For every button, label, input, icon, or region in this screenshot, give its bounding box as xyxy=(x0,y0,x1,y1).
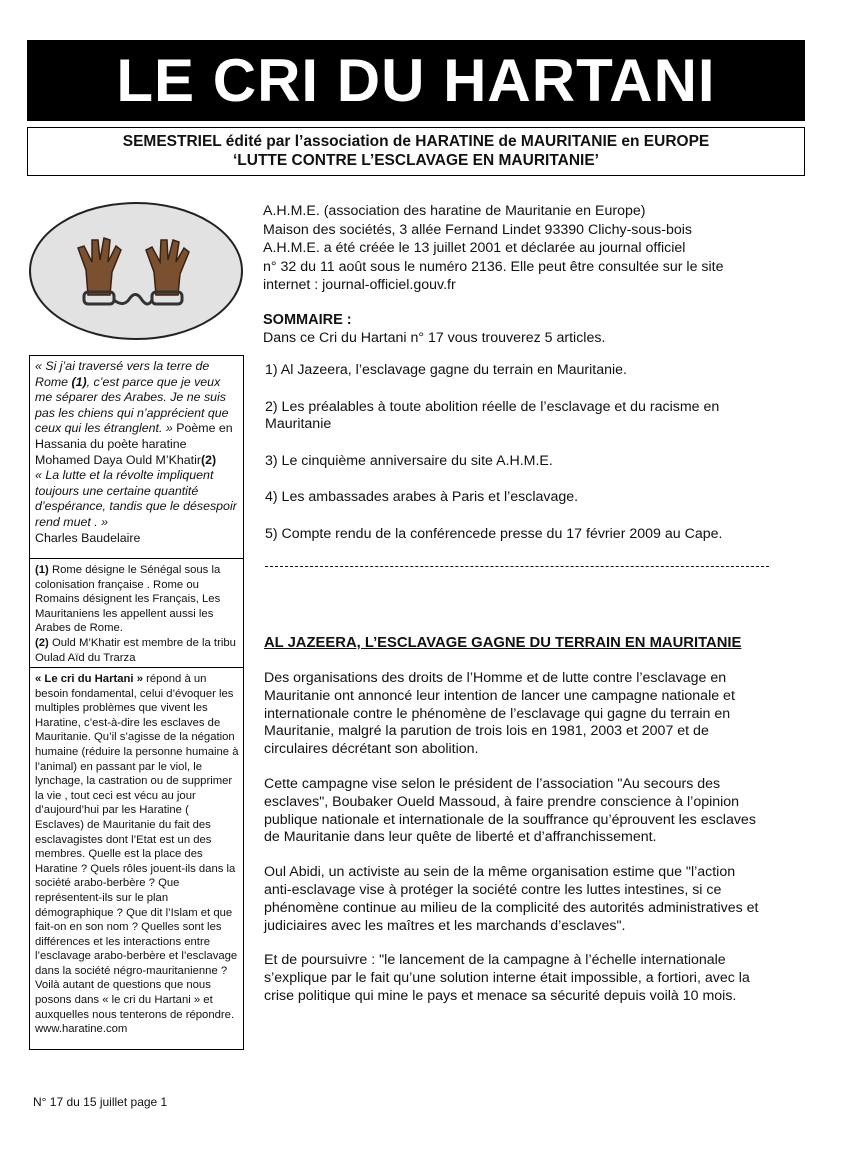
sidebar-footnotes xyxy=(35,563,240,665)
quote-1-ref: (1) xyxy=(71,374,87,389)
footnote-1-ref: (1) xyxy=(35,564,49,576)
intro-line: A.H.M.E. (association des haratine de Mauritanie en Europe) xyxy=(263,203,646,219)
masthead-title: LE CRI DU HARTANI xyxy=(116,47,716,114)
intro-line: internet : journal-officiel.gouv.fr xyxy=(263,277,456,294)
sommaire-title: SOMMAIRE : xyxy=(263,312,352,328)
sidebar-divider xyxy=(29,558,244,559)
description-title: « Le cri du Hartani » xyxy=(35,673,143,685)
subtitle-box xyxy=(27,127,805,176)
article-body xyxy=(264,670,764,1023)
sidebar-quotes xyxy=(35,359,240,546)
description-text: répond à un besoin fondamental, celui d’évoquer les multiples problèmes que vivent les Haratine, c’est-à-dire les esclaves de Mauritanie. Qu’il s’agisse de la négation humaine (réduire la personne humaine à l’animal) en passant par le viol, le lynchage, la castration ou de supprimer la vie , tout ceci est vécu au jour d’aujourd’hui par les Haratine ( Esclaves) de Mauritanie du fait des esclavagistes dont l’Etat est un des membres. Quelle est la place des Haratine ? Quels rôles jouent-ils dans la société arabo-berbère ? Que représentent-ils sur le plan démographique ? Que dit l’Islam et que fait-on en son nom ? Quelles sont les différences et les interactions entre l’esclavage arabo-berbère et l’esclavage dans la société négro-mauritanienne ? Voilà autant de questions que nous posons dans « le cri du Hartani » et auxquelles nous tenterons de répondre. xyxy=(35,673,239,1021)
website-link[interactable]: www.haratine.com xyxy=(35,1023,128,1036)
sommaire-text: Dans ce Cri du Hartani n° 17 vous trouverez 5 articles. xyxy=(263,330,606,346)
dashed-divider xyxy=(265,566,769,567)
subtitle-line-1: SEMESTRIEL édité par l’association de HARATINE de MAURITANIE en EUROPE xyxy=(122,133,710,150)
footnote-1 xyxy=(35,563,240,636)
intro-line: n° 32 du 11 août sous le numéro 2136. Elle peut être consultée sur le site xyxy=(263,258,724,275)
sidebar-description xyxy=(35,672,240,1037)
footnote-2-text: Ould M’Khatir est membre de la tribu Oulad Aïd du Trarza xyxy=(35,636,236,664)
toc-item: 5) Compte rendu de la conférencede presse du 17 février 2009 au Cape. xyxy=(265,525,723,542)
intro-block xyxy=(263,202,783,295)
page-footer: N° 17 du 15 juillet page 1 xyxy=(33,1095,168,1109)
subtitle-line-2: ‘LUTTE CONTRE L’ESCLAVAGE EN MAURITANIE’ xyxy=(233,152,599,169)
quote-1-attribution-ref: (2) xyxy=(200,452,217,467)
quote-2: « La lutte et la révolte impliquent toujours une certaine quantité d’espérance, tandis que le désespoir rend muet . » xyxy=(35,468,237,529)
article-heading: AL JAZEERA, L’ESCLAVAGE GAGNE DU TERRAIN EN MAURITANIE xyxy=(264,635,742,651)
intro-line: Maison des sociétés, 3 allée Fernand Lindet 93390 Clichy-sous-bois xyxy=(263,221,693,238)
article-paragraph: Oul Abidi, un activiste au sein de la même organisation estime que "l’action anti-esclavage vise à protéger la société contre les luttes intestines, si ce phénomène continue au milieu de la complicité des autorités administratives et judiciaires avec les maîtres et les marchands d’esclaves". xyxy=(264,864,759,934)
article-paragraph: Et de poursuivre : "le lancement de la campagne à l’échelle internationale s’explique par le fait qu’une solution interne était impossible, a fortiori, avec la crise politique qui mine le pays et menace sa sécurité depuis voilà 10 mois. xyxy=(264,952,750,1004)
chained-hands-icon xyxy=(26,200,246,342)
sidebar-divider xyxy=(29,667,244,668)
article-paragraph: Des organisations des droits de l’Homme et de lutte contre l’esclavage en Mauritanie ont annoncé leur intention de lancer une campagne nationale et internationale contre le phénomène de l’esclavage qui gagne du terrain en Mauritanie, malgré la parution de trois lois en 1981, 2003 et 2007 et de circulaires décrétant son abolition. xyxy=(264,670,735,758)
intro-line: A.H.M.E. a été créée le 13 juillet 2001 et déclarée au journal officiel xyxy=(263,240,686,257)
quote-1-part-b: , c’est parce que je veux me séparer des Arabes. Je ne suis pas les chiens qui n’apprécient que ceux qui les étranglent. » xyxy=(35,374,229,436)
footnote-1-text: Rome désigne le Sénégal sous la colonisation française . Rome ou Romains désignent les Français, Les Mauritaniens les appellent aussi les Arabes de Rome. xyxy=(35,564,221,635)
masthead xyxy=(27,40,805,121)
article-paragraph: Cette campagne vise selon le président de l’association "Au secours des esclaves", Boubaker Oueld Massoud, à faire prendre conscience à l’opinion publique nationale et internationale de la souffrance qu’éprouvent les esclaves de Mauritanie dans leur quête de liberté et d’affranchissement. xyxy=(264,775,756,846)
toc-item: 3) Le cinquième anniversaire du site A.H.M.E. xyxy=(265,452,553,469)
toc-item: 1) Al Jazeera, l’esclavage gagne du terrain en Mauritanie. xyxy=(265,362,627,378)
quote-1-attribution: Poème en Hassania du poète haratine Mohamed Daya Ould M’Khatir xyxy=(35,421,233,467)
quote-1-part-a: « Si j’ai traversé vers la terre de Rome xyxy=(35,359,210,389)
footnote-2 xyxy=(35,636,240,665)
toc-item: 4) Les ambassades arabes à Paris et l’esclavage. xyxy=(265,489,579,505)
footnote-2-ref: (2) xyxy=(35,636,49,649)
table-of-contents xyxy=(265,362,775,562)
quote-2-author: Charles Baudelaire xyxy=(35,530,141,545)
toc-item: 2) Les préalables à toute abolition réelle de l’esclavage et du racisme en Mauritanie xyxy=(265,398,720,432)
